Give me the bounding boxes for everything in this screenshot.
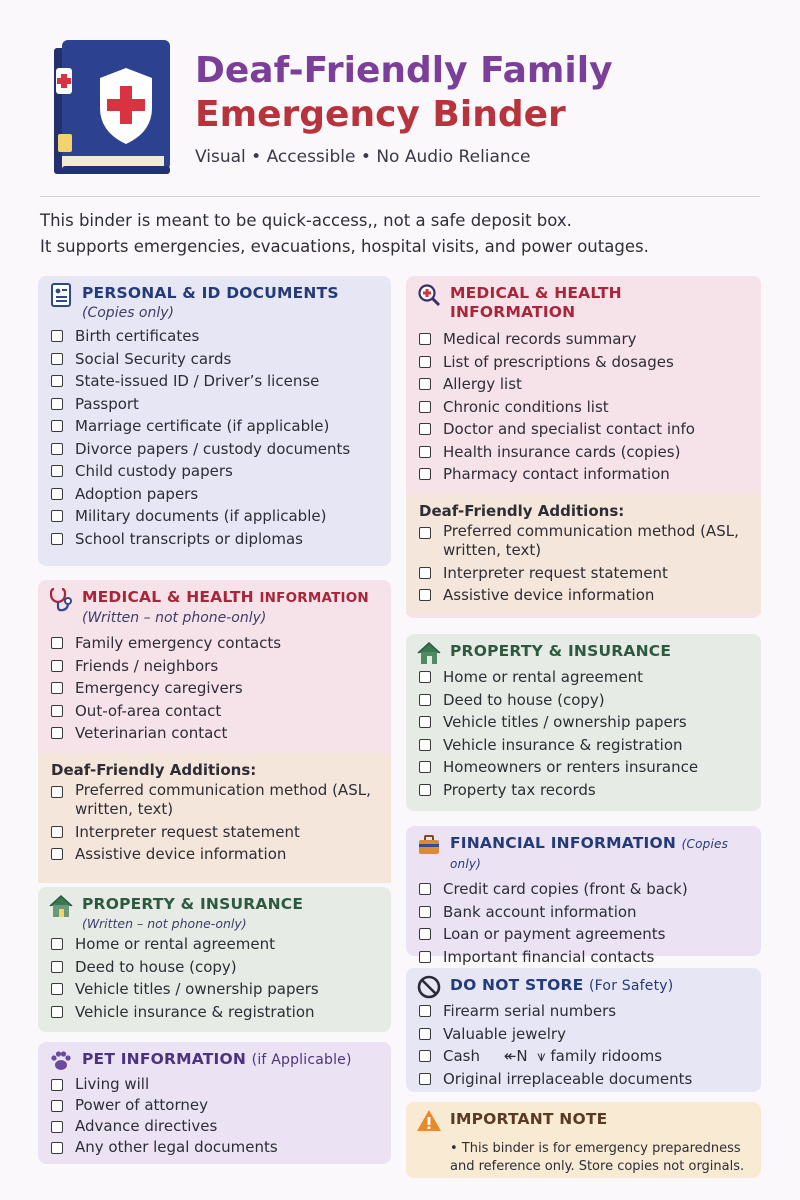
list-item[interactable]: Out-of-area contact — [51, 700, 381, 723]
list-item[interactable]: Social Security cards — [51, 348, 381, 371]
checkbox[interactable] — [51, 848, 63, 860]
checkbox[interactable] — [419, 589, 431, 601]
list-item[interactable]: Child custody papers — [51, 460, 381, 483]
card-subtitle: (Written – not phone-only) — [82, 610, 267, 626]
card-title: PROPERTY & INSURANCE — [82, 895, 304, 913]
checkbox[interactable] — [51, 533, 63, 545]
checkbox[interactable] — [419, 356, 431, 368]
checkbox[interactable] — [419, 739, 431, 751]
list-item[interactable]: Deed to house (copy) — [51, 956, 381, 979]
card-subtitle: (Written – not phone-only) — [82, 916, 247, 931]
checkbox[interactable] — [419, 1073, 431, 1085]
deaf-friendly-additions — [406, 494, 761, 614]
checkbox[interactable] — [51, 443, 63, 455]
card-financial — [406, 826, 761, 966]
checkbox[interactable] — [419, 761, 431, 773]
intro-line1: This binder is meant to be quick-access,, not a safe deposit box. — [40, 211, 572, 230]
paw-icon — [48, 1048, 74, 1074]
stethoscope-icon — [48, 586, 74, 612]
list-item[interactable]: Advance directives — [51, 1116, 381, 1137]
house-icon — [48, 893, 74, 919]
page-title-line1: Deaf-Friendly Family — [195, 50, 613, 91]
card-medical-right — [406, 276, 761, 618]
checkbox[interactable] — [51, 705, 63, 717]
list-item[interactable]: Health insurance cards (copies) — [419, 441, 751, 464]
list-item[interactable]: Birth certificates — [51, 325, 381, 348]
card-property-right — [406, 634, 761, 811]
list-item[interactable]: Preferred communication method (ASL, written, text) — [419, 522, 751, 562]
note-text: • This binder is for emergency preparedness and reference only. Store copies not orginals. — [450, 1141, 745, 1174]
checkbox[interactable] — [51, 1142, 63, 1154]
list-item[interactable]: Any other legal documents — [51, 1137, 381, 1158]
card-title: PROPERTY & INSURANCE — [450, 642, 672, 660]
card-title: DO NOT STORE (For Safety) — [450, 976, 674, 994]
section-title: Deaf-Friendly Additions: — [419, 501, 625, 520]
checkbox[interactable] — [419, 378, 431, 390]
list-item[interactable]: Preferred communication method (ASL, written, text) — [51, 781, 381, 821]
list-item[interactable]: State-issued ID / Driver’s license — [51, 370, 381, 393]
checkbox[interactable] — [419, 1005, 431, 1017]
intro-line2: It supports emergencies, evacuations, hospital visits, and power outages. — [40, 237, 649, 256]
checkbox[interactable] — [51, 1079, 63, 1091]
page-title-line2: Emergency Binder — [195, 94, 566, 135]
checklist — [38, 1074, 391, 1158]
section-title: Deaf-Friendly Additions: — [51, 760, 257, 779]
list-item[interactable]: Interpreter request statement — [51, 821, 381, 844]
intro — [40, 208, 649, 260]
checkbox[interactable] — [419, 333, 431, 345]
checkbox[interactable] — [51, 330, 63, 342]
list-item[interactable]: Home or rental agreement — [51, 933, 381, 956]
list-item[interactable]: Bank account information — [419, 901, 751, 924]
list-item[interactable]: Interpreter request statement — [419, 562, 751, 585]
checkbox[interactable] — [419, 716, 431, 728]
checkbox[interactable] — [419, 928, 431, 940]
list-item[interactable]: Assistive device information — [51, 843, 381, 866]
id-card-icon — [48, 282, 74, 308]
card-important-note — [406, 1102, 761, 1178]
checkbox[interactable] — [419, 567, 431, 579]
list-item[interactable]: Adoption papers — [51, 483, 381, 506]
checkbox[interactable] — [51, 637, 63, 649]
checkbox[interactable] — [419, 1050, 431, 1062]
list-item[interactable]: Deed to house (copy) — [419, 689, 751, 712]
list-item[interactable]: Power of attorney — [51, 1095, 381, 1116]
list-item[interactable]: Vehicle insurance & registration — [51, 1001, 381, 1024]
checkbox[interactable] — [51, 1006, 63, 1018]
checkbox[interactable] — [51, 420, 63, 432]
list-item[interactable]: Medical records summary — [419, 328, 751, 351]
list-item[interactable]: Divorce papers / custody documents — [51, 438, 381, 461]
magnifier-icon — [416, 282, 442, 308]
checkbox[interactable] — [51, 488, 63, 500]
list-item[interactable]: List of prescriptions & dosages — [419, 351, 751, 374]
checkbox[interactable] — [419, 527, 431, 539]
card-title: MEDICAL & HEALTH INFORMATION — [450, 284, 622, 321]
card-personal-id — [38, 276, 391, 566]
header — [0, 0, 800, 200]
list-item[interactable]: Passport — [51, 393, 381, 416]
list-item[interactable]: Loan or payment agreements — [419, 923, 751, 946]
checklist — [51, 781, 381, 866]
checkbox[interactable] — [419, 671, 431, 683]
checklist — [406, 1000, 761, 1090]
list-item[interactable]: Assistive device information — [419, 584, 751, 607]
page-subtitle: Visual • Accessible • No Audio Reliance — [195, 147, 531, 167]
list-item[interactable]: Pharmacy contact information — [419, 463, 751, 486]
checkbox[interactable] — [419, 1028, 431, 1040]
checkbox[interactable] — [51, 786, 63, 798]
checklist — [406, 322, 761, 486]
checkbox[interactable] — [51, 727, 63, 739]
list-item[interactable]: Veterinarian contact — [51, 722, 381, 745]
list-item[interactable]: Property tax records — [419, 779, 751, 802]
checkbox[interactable] — [419, 784, 431, 796]
checkbox[interactable] — [51, 1121, 63, 1133]
card-pet — [38, 1042, 391, 1164]
list-item[interactable]: Friends / neighbors — [51, 655, 381, 678]
deaf-friendly-additions — [38, 753, 391, 883]
checklist — [38, 931, 391, 1023]
list-item[interactable]: Vehicle insurance & registration — [419, 734, 751, 757]
card-title: IMPORTANT NOTE — [450, 1110, 608, 1128]
list-item[interactable]: Vehicle titles / ownership papers — [51, 978, 381, 1001]
checkbox[interactable] — [51, 1100, 63, 1112]
card-title: MEDICAL & HEALTH INFORMATION — [82, 588, 369, 606]
list-item[interactable]: Credit card copies (front & back) — [419, 878, 751, 901]
list-item[interactable]: Vehicle titles / ownership papers — [419, 711, 751, 734]
list-item[interactable]: Military documents (if applicable) — [51, 505, 381, 528]
list-item[interactable]: Family emergency contacts — [51, 632, 381, 655]
list-item[interactable]: Firearm serial numbers — [419, 1000, 751, 1023]
list-item[interactable]: Homeowners or renters insurance — [419, 756, 751, 779]
checkbox[interactable] — [51, 938, 63, 950]
list-item[interactable]: Doctor and specialist contact info — [419, 418, 751, 441]
checkbox[interactable] — [51, 660, 63, 672]
checkbox[interactable] — [51, 398, 63, 410]
checkbox[interactable] — [51, 510, 63, 522]
card-do-not-store — [406, 968, 761, 1092]
warning-icon — [416, 1108, 442, 1134]
card-medical-left — [38, 580, 391, 876]
list-item[interactable]: Emergency caregivers — [51, 677, 381, 700]
binder-icon — [48, 38, 176, 178]
checkbox[interactable] — [419, 906, 431, 918]
list-item[interactable]: Living will — [51, 1074, 381, 1095]
checklist — [406, 878, 761, 968]
checkbox[interactable] — [419, 446, 431, 458]
checkbox[interactable] — [51, 983, 63, 995]
card-title: PET INFORMATION (if Applicable) — [82, 1050, 352, 1068]
card-title: PERSONAL & ID DOCUMENTS — [82, 284, 339, 302]
checkbox[interactable] — [51, 375, 63, 387]
list-item[interactable]: Important financial contacts — [419, 946, 751, 969]
checkbox[interactable] — [51, 465, 63, 477]
card-title: FINANCIAL INFORMATION (Copies only) — [450, 834, 729, 871]
list-item[interactable]: Allergy list — [419, 373, 751, 396]
card-subtitle: (Copies only) — [82, 305, 175, 321]
list-item[interactable]: Home or rental agreement — [419, 666, 751, 689]
checklist — [419, 522, 751, 607]
list-item[interactable]: Original irreplaceable documents — [419, 1068, 751, 1091]
checklist — [406, 666, 761, 801]
list-item[interactable]: Valuable jewelry — [419, 1023, 751, 1046]
checkbox[interactable] — [419, 468, 431, 480]
checklist — [38, 321, 391, 550]
checkbox[interactable] — [51, 826, 63, 838]
checkbox[interactable] — [419, 423, 431, 435]
checklist — [38, 626, 391, 745]
checkbox[interactable] — [419, 951, 431, 963]
house-icon — [416, 640, 442, 666]
divider — [40, 196, 760, 197]
checkbox[interactable] — [51, 682, 63, 694]
list-item[interactable]: Chronic conditions list — [419, 396, 751, 419]
list-item[interactable]: School transcripts or diplomas — [51, 528, 381, 551]
prohibited-icon — [416, 974, 442, 1000]
checkbox[interactable] — [51, 961, 63, 973]
checkbox[interactable] — [419, 401, 431, 413]
checkbox[interactable] — [51, 353, 63, 365]
list-item[interactable]: Marriage certificate (if applicable) — [51, 415, 381, 438]
card-property-left — [38, 887, 391, 1032]
checkbox[interactable] — [419, 694, 431, 706]
list-item[interactable]: Cash ↞N ⩛ family ridooms — [419, 1045, 751, 1068]
briefcase-icon — [416, 832, 442, 858]
checkbox[interactable] — [419, 883, 431, 895]
